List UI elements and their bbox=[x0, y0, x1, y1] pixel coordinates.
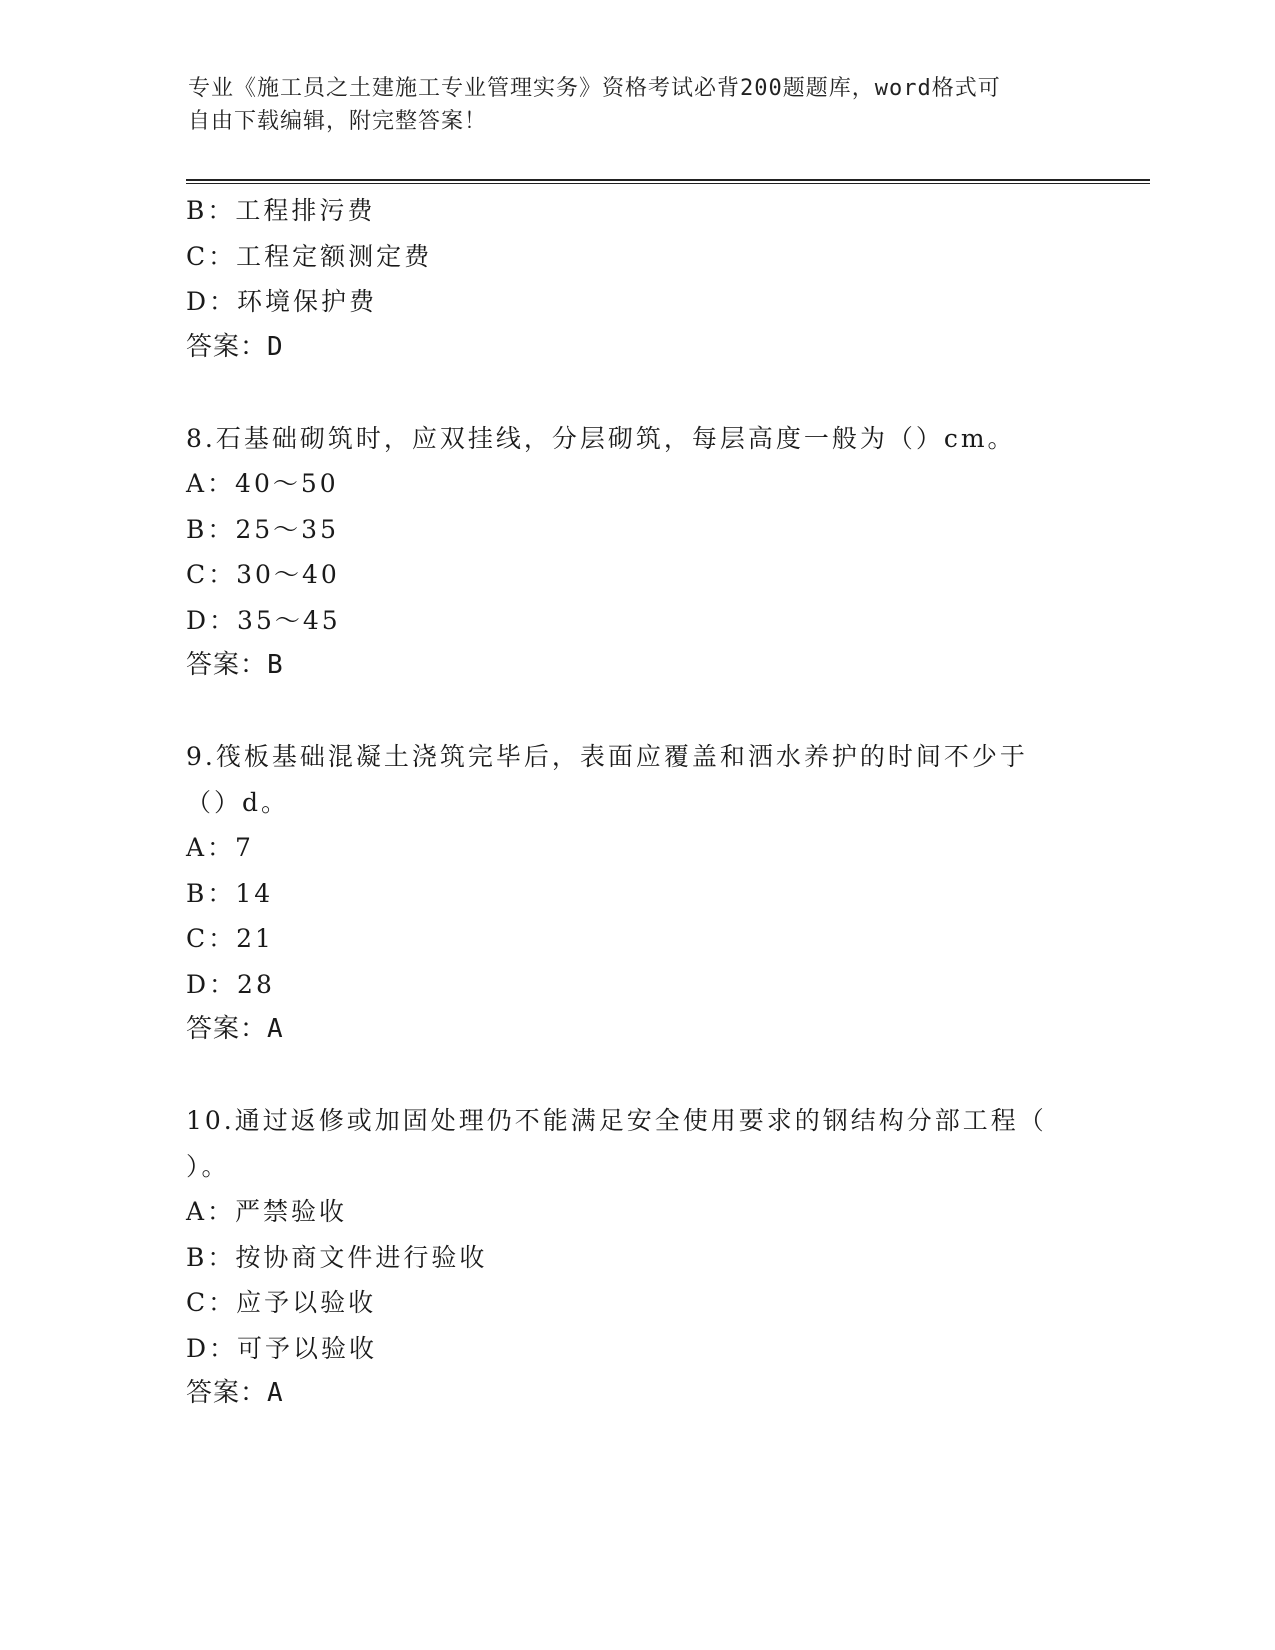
question-7-continued bbox=[186, 188, 1106, 370]
option-d: D：35～45 bbox=[186, 605, 341, 635]
option-c: C：21 bbox=[186, 924, 274, 953]
option-d: D：28 bbox=[186, 969, 275, 999]
option-a: A：严禁验收 bbox=[186, 1197, 348, 1226]
question-text: 8.石基础砌筑时，应双挂线，分层砌筑，每层高度一般为（）cm。 bbox=[186, 423, 1016, 453]
header-title-line-1: 专业《施工员之土建施工专业管理实务》资格考试必背200题题库，word格式可 bbox=[188, 76, 1001, 101]
option-d: D：环境保护费 bbox=[186, 287, 378, 316]
answer-line: 答案：D bbox=[186, 331, 284, 362]
option-a: A：40～50 bbox=[186, 469, 339, 498]
header-title-line-2: 自由下载编辑，附完整答案！ bbox=[188, 109, 488, 134]
question-text-line-1: 9.筏板基础混凝土浇筑完毕后，表面应覆盖和洒水养护的时间不少于 bbox=[186, 742, 1028, 771]
option-b: B：按协商文件进行验收 bbox=[186, 1242, 488, 1272]
header-divider-thick bbox=[186, 179, 1150, 181]
option-c: C：工程定额测定费 bbox=[186, 241, 433, 271]
question-9 bbox=[186, 734, 1106, 1053]
header-divider-thin bbox=[186, 183, 1150, 184]
answer-line: 答案：A bbox=[186, 1014, 284, 1044]
option-b: B：14 bbox=[186, 878, 274, 908]
option-a: A：7 bbox=[186, 833, 254, 862]
question-text-line-1: 10.通过返修或加固处理仍不能满足安全使用要求的钢结构分部工程（ bbox=[186, 1106, 1047, 1135]
question-text-line-2: ）。 bbox=[186, 1151, 230, 1181]
question-10 bbox=[186, 1098, 1106, 1417]
question-text-line-2: （）d。 bbox=[186, 787, 290, 817]
option-d: D：可予以验收 bbox=[186, 1333, 378, 1363]
option-b: B：25～35 bbox=[186, 514, 339, 544]
option-c: C：30～40 bbox=[186, 560, 340, 589]
document-header bbox=[188, 72, 1068, 138]
answer-line: 答案：B bbox=[186, 650, 284, 680]
question-8 bbox=[186, 416, 1106, 689]
question-list bbox=[186, 188, 1106, 1417]
option-b: B：工程排污费 bbox=[186, 196, 376, 225]
option-c: C：应予以验收 bbox=[186, 1288, 377, 1317]
answer-line: 答案：A bbox=[186, 1378, 284, 1408]
